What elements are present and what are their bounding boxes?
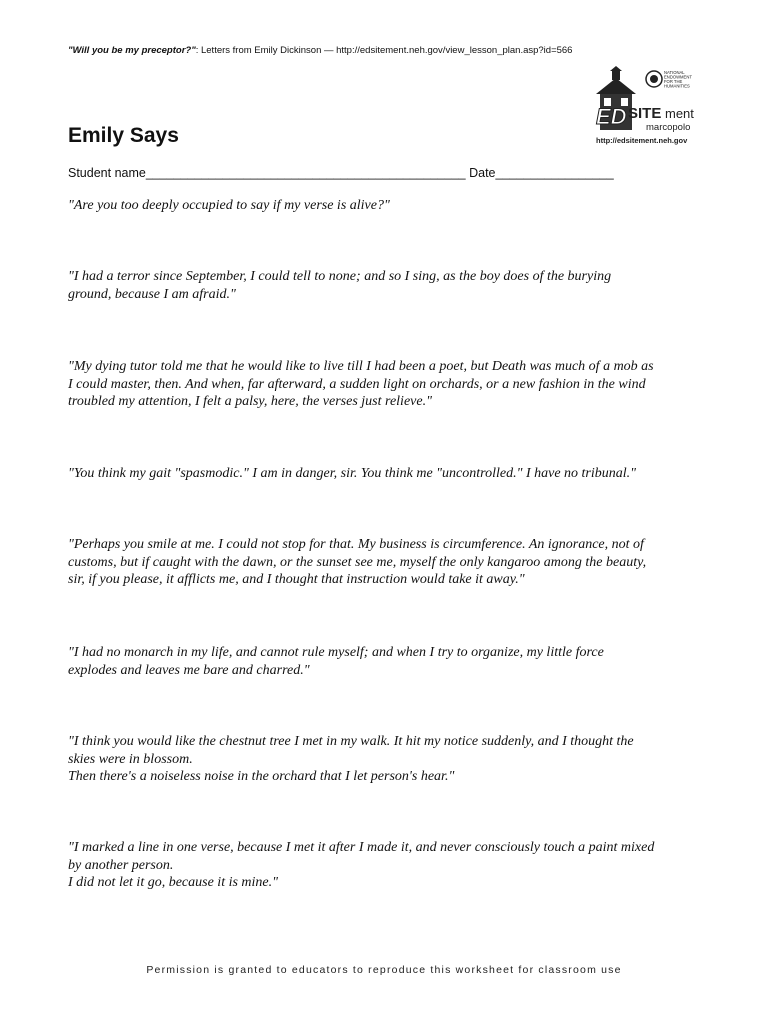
quote-line: I could master, then. And when, far afterward, a sudden light on orchards, or a new fashion in the wind — [68, 376, 646, 392]
quote-line: "Perhaps you smile at me. I could not stop for that. My business is circumference. An ignorance, not of — [68, 537, 644, 552]
quote-line: "I had a terror since September, I could tell to none; and so I sing, as the boy does of the burying — [68, 269, 612, 284]
quote-1 — [68, 197, 718, 215]
quote-line: "I had no monarch in my life, and cannot rule myself; and when I try to organize, my little force — [68, 645, 604, 660]
student-name-date-line: Student name______________________________________________ Date_________________ — [68, 166, 614, 180]
quote-line: "I marked a line in one verse, because I met it after I made it, and never consciously touch a paint mixed — [68, 840, 655, 855]
neh-text: NATIONAL ENDOWMENT FOR THE HUMANITIES — [664, 70, 692, 89]
source-title: "Will you be my preceptor?" — [68, 45, 196, 56]
quote-line: troubled my attention, I felt a palsy, here, the verses just relieve." — [68, 394, 432, 409]
brand-ment: ment — [665, 106, 694, 121]
quote-line: Then there's a noiseless noise in the orchard that I let person's hear." — [68, 769, 455, 784]
source-rest: : Letters from Emily Dickinson — http://edsitement.neh.gov/view_lesson_plan.asp?id=566 — [195, 45, 573, 56]
brand-partner: marcopolo — [646, 122, 691, 133]
quote-line: "My dying tutor told me that he would like to live till I had been a poet, but Death was much of a mob as — [68, 359, 654, 374]
quote-line: by another person. — [68, 857, 174, 873]
quote-8 — [68, 839, 718, 892]
permission-footer: Permission is granted to educators to reproduce this worksheet for classroom use — [146, 964, 622, 976]
quote-line: "Are you too deeply occupied to say if my verse is alive?" — [68, 198, 390, 213]
quote-2 — [68, 268, 718, 303]
quote-4 — [68, 465, 718, 483]
quote-line: customs, but if caught with the dawn, or the sunset see me, myself the only kangaroo among the beauty, — [68, 554, 647, 570]
brand-site: SITE — [628, 105, 662, 122]
brand-ed: ED — [596, 104, 627, 129]
quote-line: sir, if you please, it afflicts me, and I thought that instruction would take it away." — [68, 572, 525, 587]
quote-6 — [68, 644, 718, 679]
source-header — [68, 45, 572, 56]
quote-line: skies were in blossom. — [68, 751, 193, 767]
logo-url: http://edsitement.neh.gov — [596, 136, 688, 145]
quote-7 — [68, 733, 718, 786]
quote-line: "You think my gait "spasmodic." I am in danger, sir. You think me "uncontrolled." I have no tribunal." — [68, 466, 637, 481]
quote-line: I did not let it go, because it is mine." — [68, 875, 279, 890]
quote-line: "I think you would like the chestnut tree I met in my walk. It hit my notice suddenly, and I thought the — [68, 734, 634, 749]
quote-line: ground, because I am afraid." — [68, 286, 236, 302]
quote-5 — [68, 536, 718, 589]
page-title: Emily Says — [68, 124, 179, 147]
quote-line: explodes and leaves me bare and charred." — [68, 662, 310, 678]
quote-3 — [68, 358, 718, 411]
